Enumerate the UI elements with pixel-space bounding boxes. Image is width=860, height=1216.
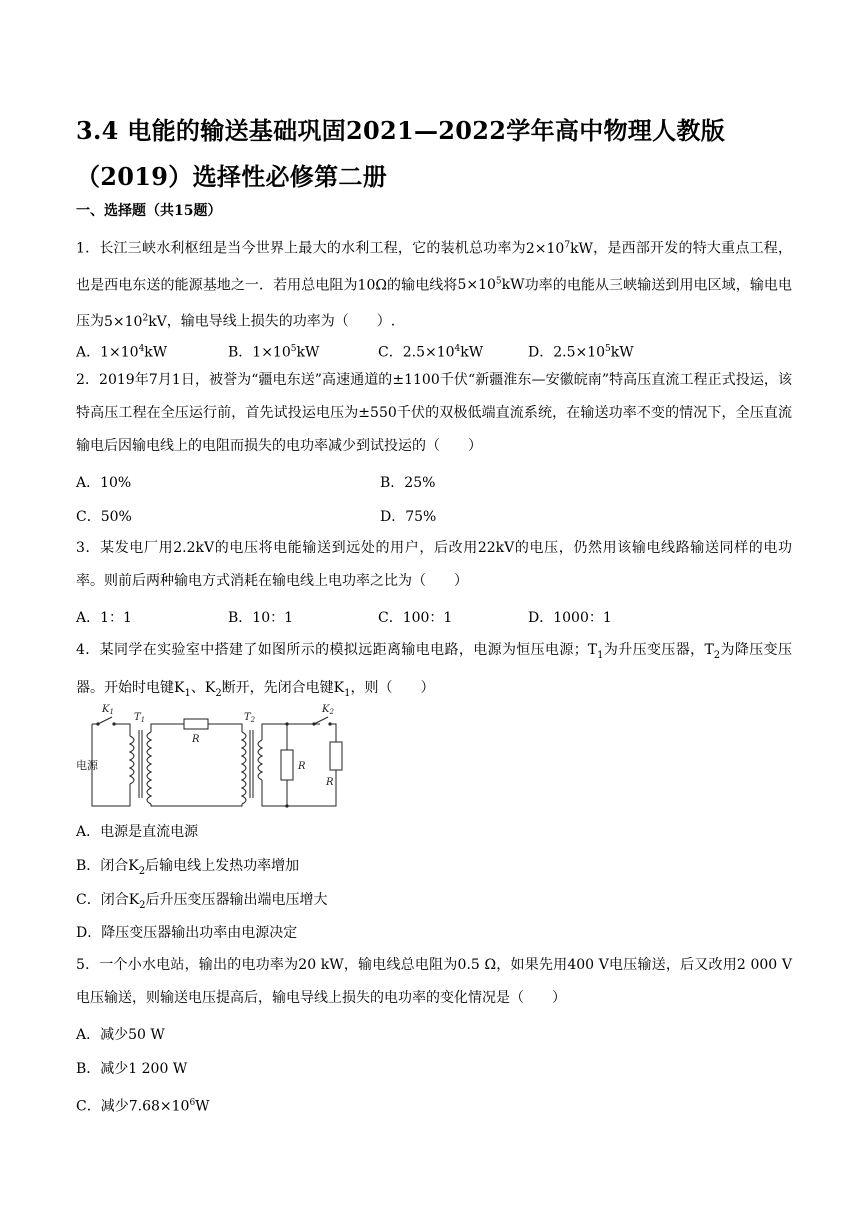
- t1-primary-coil: [130, 736, 134, 784]
- q4-option-c[interactable]: C．闭合$K_2$后升压变压器输出端电压增大: [76, 892, 328, 911]
- q4-option-d[interactable]: D．降压变压器输出功率由电源决定: [76, 925, 298, 941]
- line-resistor: [184, 719, 208, 729]
- q5-option-a[interactable]: A．减少50 W: [76, 1027, 165, 1043]
- r-line-label: R: [192, 734, 200, 745]
- t1-secondary-coil: [147, 732, 151, 804]
- k1-label: $K_1$: [102, 704, 114, 716]
- q1-option-d[interactable]: D．$2.5\times 10^5kW$: [528, 344, 634, 361]
- q3-option-c[interactable]: C．100：1: [378, 610, 453, 626]
- q1-option-c[interactable]: C．$2.5\times 10^4kW$: [378, 344, 484, 361]
- q4-option-a[interactable]: A．电源是直流电源: [76, 824, 199, 840]
- q5-option-b[interactable]: B．减少1 200 W: [76, 1061, 188, 1077]
- t1-label: $T_1$: [134, 712, 146, 724]
- question-2: 2．2019年7月1日，被誉为“疆电东送”高速通道的±1100千伏“新疆淮东—安徽皖南”特高压直流工程正式投运，该特高压工程在全压运行前，首先试投运电压为±550千伏的双极低端直流系统，在输送功率不变的情况下，全压直流输电后因输电线上的电阻而损失的电功率减少到试投运的（ ）: [76, 372, 792, 454]
- r-load2-label: R: [326, 777, 334, 788]
- q3-option-d[interactable]: D．1000：1: [528, 610, 612, 626]
- load-resistor-2: [330, 742, 342, 770]
- question-4: 4．某同学在实验室中搭建了如图所示的模拟远距离输电电路，电源为恒压电源；$T_1$为升压变压器，$T_2$为降压变压器。开始时电键$K_1$、$K_2$断开，先闭合电键$K_1$，则（ ）: [76, 642, 792, 699]
- t2-label: $T_2$: [244, 712, 256, 724]
- t2-secondary-coil: [258, 740, 262, 780]
- q4-option-b[interactable]: B．闭合$K_2$后输电线上发热功率增加: [76, 858, 300, 877]
- q5-option-c[interactable]: C．减少$7.68\times 10^6W$: [76, 1098, 210, 1115]
- q2-option-b[interactable]: B．25%: [380, 475, 436, 491]
- q3-option-a[interactable]: A．1：1: [76, 610, 132, 626]
- r-load1-label: R: [298, 761, 306, 772]
- page-title: 3.4 电能的输送基础巩固2021—2022学年高中物理人教版（2019）选择性必修第二册: [76, 116, 726, 191]
- q2-option-c[interactable]: C．50%: [76, 509, 132, 525]
- q1-option-a[interactable]: A．$1\times 10^4kW$: [76, 344, 168, 361]
- power-value: $2\times 10^7kW$: [525, 240, 593, 257]
- question-5: 5．一个小水电站，输出的电功率为20 kW，输电线总电阻为0.5 Ω，如果先用400 V电压输送，后又改用2 000 V电压输送，则输送电压提高后，输电导线上损失的电功率的变化情况是（ ）: [76, 957, 792, 1006]
- voltage-value: $5\times 10^2kV$: [104, 313, 167, 330]
- q1-option-b[interactable]: B．$1\times 10^5kW$: [228, 344, 320, 361]
- q3-option-b[interactable]: B．10：1: [228, 610, 294, 626]
- section-heading: 一、选择题（共15题）: [76, 203, 222, 219]
- load-resistor-1: [281, 750, 293, 780]
- t2-primary-coil: [242, 732, 246, 804]
- transmit-power-value: $5\times 10^5kW$: [457, 276, 525, 294]
- question-3: 3．某发电厂用2.2kV的电压将电能输送到远处的用户，后改用22kV的电压，仍然用该输电线路输送同样的电功率。则前后两种输电方式消耗在输电线上电功率之比为（ ）: [76, 540, 792, 589]
- k2-label: $K_2$: [322, 704, 334, 716]
- source-label: 电源: [76, 759, 98, 772]
- q2-option-d[interactable]: D．75%: [380, 509, 437, 525]
- q2-option-a[interactable]: A．10%: [76, 475, 132, 491]
- switch-k2: [314, 717, 328, 724]
- switch-k1: [98, 717, 112, 724]
- question-1: 1．长江三峡水利枢纽是当今世界上最大的水利工程，它的装机总功率为$2\times 10^7kW$，是西部开发的特大重点工程，也是西电东送的能源基地之一．若用总电阻为10Ω的输电线将$5\times 10^5kW$功率的电能从三峡输送到用电区域，输电电压为$5\times 10^2kV$，输电导线上损失的功率为（ ）.: [76, 240, 793, 330]
- circuit-diagram: [76, 702, 348, 810]
